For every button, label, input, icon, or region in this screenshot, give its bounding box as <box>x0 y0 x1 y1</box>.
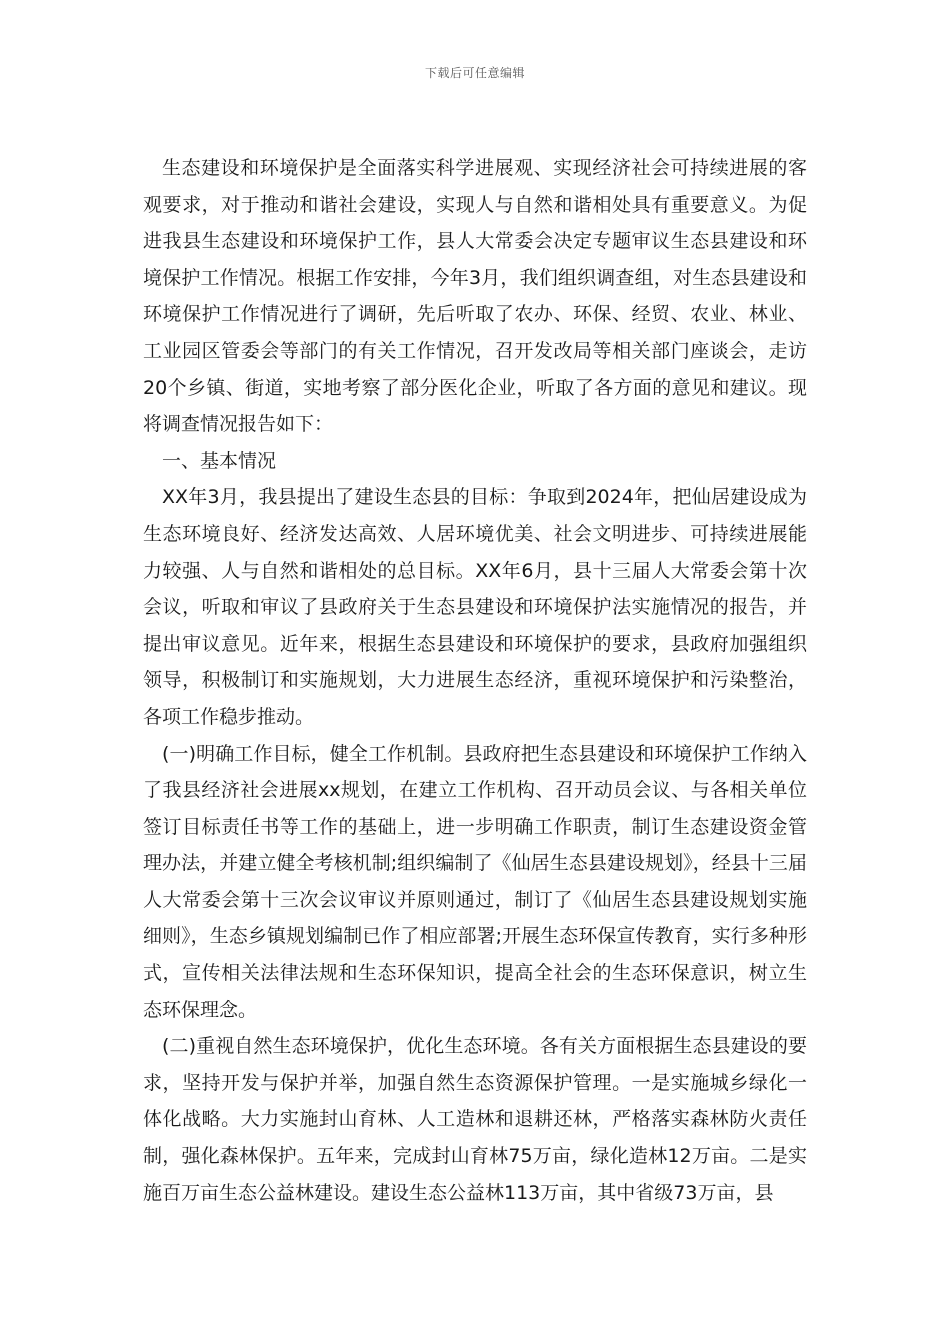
section-heading-basic-situation: 一、基本情况 <box>162 449 277 472</box>
paragraph-ecological-protection: (二)重视自然生态环境保护，优化生态环境。各有关方面根据生态县建设的要求，坚持开发与保护并举，加强自然生态资源保护管理。一是实施城乡绿化一体化战略。大力实施封山育林、人工造林和退耕还林，严格落实森林防火责任制，强化森林保护。五年来，完成封山育林75万亩，绿化造林12万亩。二是实施百万亩生态公益林建设。建设生态公益林113万亩，其中省级73万亩，县 <box>143 1035 807 1204</box>
document-body <box>143 150 807 1211</box>
paragraph-goals: XX年3月，我县提出了建设生态县的目标：争取到2024年，把仙居建设成为生态环境良好、经济发达高效、人居环境优美、社会文明进步、可持续进展能力较强、人与自然和谐相处的总目标。XX年6月，县十三届人大常委会第十次会议，听取和审议了县政府关于生态县建设和环境保护法实施情况的报告，并提出审议意见。近年来，根据生态县建设和环境保护的要求，县政府加强组织领导，积极制订和实施规划，大力进展生态经济，重视环境保护和污染整治，各项工作稳步推动。 <box>143 486 807 728</box>
page-header: 下载后可任意编辑 <box>424 66 525 80</box>
paragraph-work-mechanism: (一)明确工作目标，健全工作机制。县政府把生态县建设和环境保护工作纳入了我县经济社会进展xx规划，在建立工作机构、召开动员会议、与各相关单位签订目标责任书等工作的基础上，进一步明确工作职责，制订生态建设资金管理办法，并建立健全考核机制;组织编制了《仙居生态县建设规划》，经县十三届人大常委会第十三次会议审议并原则通过，制订了《仙居生态县建设规划实施细则》，生态乡镇规划编制已作了相应部署;开展生态环保宣传教育，实行多种形式，宣传相关法律法规和生态环保知识，提高全社会的生态环保意识，树立生态环保理念。 <box>143 742 807 1021</box>
paragraph-intro: 生态建设和环境保护是全面落实科学进展观、实现经济社会可持续进展的客观要求，对于推动和谐社会建设，实现人与自然和谐相处具有重要意义。为促进我县生态建设和环境保护工作，县人大常委会决定专题审议生态县建设和环境保护工作情况。根据工作安排，今年3月，我们组织调查组，对生态县建设和环境保护工作情况进行了调研，先后听取了农办、环保、经贸、农业、林业、工业园区管委会等部门的有关工作情况，召开发改局等相关部门座谈会，走访20个乡镇、街道，实地考察了部分医化企业，听取了各方面的意见和建议。现将调查情况报告如下： <box>143 157 807 436</box>
